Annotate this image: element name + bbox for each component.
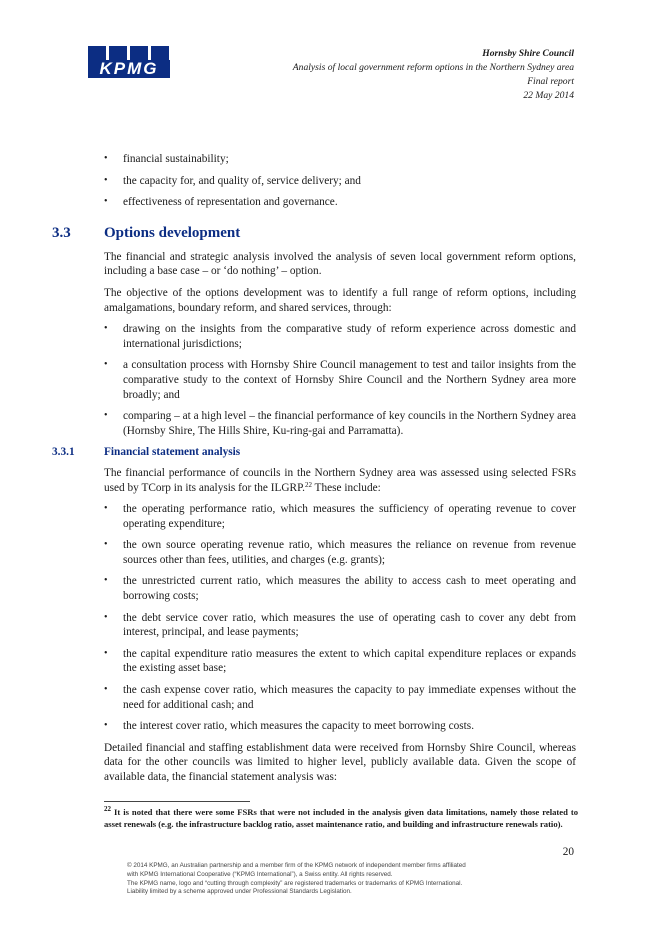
list-item: • the unrestricted current ratio, which measures the ability to access cash to meet operating and borrowing costs; [104, 574, 576, 603]
subsection-paragraph-2: Detailed financial and staffing establishment data were received from Hornsby Shire Council, whereas data for the other councils was limited to higher level, publicly available data. Given the scope of available data, the financial statement analysis was: [104, 741, 576, 783]
list-item: • effectiveness of representation and governance. [104, 195, 576, 210]
subsection-heading [52, 445, 576, 460]
logo-wordmark: KPMG [88, 60, 170, 78]
list-item: • comparing – at a high level – the financial performance of key councils in the Northern Sydney area (Hornsby Shire, The Hills Shire, Ku-ring-gai and Parramatta). [104, 409, 576, 438]
copyright-line-3: The KPMG name, logo and “cutting through complexity” are registered trademarks or trademarks of KPMG International. [127, 879, 463, 887]
section-number: 3.3 [52, 224, 71, 241]
footnote-reference[interactable]: 22 [304, 480, 312, 489]
subsection-paragraph-1: The financial performance of councils in the Northern Sydney area was assessed using selected FSRs used by TCorp in its analysis for the ILGRP.$^{22}$ These include: [104, 466, 576, 494]
ratio-bullet-list [52, 502, 576, 734]
section-paragraph-1: The financial and strategic analysis involved the analysis of seven local government reform options, including a base case – or ‘do nothing’ – option. [104, 250, 576, 278]
list-item: • drawing on the insights from the comparative study of reform experience across domestic and international jurisdictions; [104, 322, 576, 351]
list-item: • the operating performance ratio, which measures the sufficiency of operating revenue to cover operating expenditure; [104, 502, 576, 531]
list-item: • a consultation process with Hornsby Shire Council management to test and tailor insights from the comparative study to the context of Hornsby Shire Council and the Northern Sydney area more broadly; and [104, 358, 576, 402]
section-title: Options development [104, 224, 241, 241]
copyright-line-1: © 2014 KPMG, an Australian partnership and a member firm of the KPMG network of independent member firms affiliated [127, 862, 466, 869]
header-date: 22 May 2014 [523, 90, 574, 101]
list-item: • the cash expense cover ratio, which measures the capacity to pay immediate expenses without the need for additional cash; and [104, 683, 576, 712]
footnote-number: 22 [104, 805, 111, 813]
header-report-title: Analysis of local government reform options in the Northern Sydney area [292, 62, 574, 73]
header-organization: Hornsby Shire Council [482, 48, 574, 59]
kpmg-logo [88, 46, 170, 80]
list-item: • financial sustainability; [104, 152, 576, 167]
header-report-status: Final report [527, 76, 574, 87]
copyright-notice [127, 862, 547, 897]
list-item: • the debt service cover ratio, which measures the use of operating cash to cover any debt from interest, principal, and lease payments; [104, 611, 576, 640]
intro-bullet-list [52, 152, 576, 210]
footnote-text: It is noted that there were some FSRs that were not included in the analysis given data limitations, namely those related to asset renewals (e.g. the infrastructure backlog ratio, asset maintenance ratio, and building and infrastructure renewals ratio). [104, 807, 578, 829]
page-body [52, 152, 576, 792]
list-item: • the interest cover ratio, which measures the capacity to meet borrowing costs. [104, 719, 576, 734]
page-header [293, 47, 574, 103]
section-paragraph-2: The objective of the options development was to identify a full range of reform options, including amalgamations, boundary reform, and shared services, through: [104, 286, 576, 314]
list-item: • the capital expenditure ratio measures the extent to which capital expenditure replaces or expands the existing asset base; [104, 647, 576, 676]
subsection-title: Financial statement analysis [104, 446, 241, 459]
list-item: • the own source operating revenue ratio, which measures the reliance on revenue from revenue sources other than fees, utilities, and charges (e.g. grants); [104, 538, 576, 567]
subsection-number: 3.3.1 [52, 446, 75, 459]
page-number: 20 [562, 846, 574, 858]
section-heading [52, 224, 576, 242]
copyright-line-4: Liability limited by a scheme approved under Professional Standards Legislation. [127, 888, 352, 896]
footnote-divider [104, 801, 250, 802]
list-item: • the capacity for, and quality of, service delivery; and [104, 174, 576, 189]
footnote [104, 806, 578, 830]
section-bullet-list [52, 322, 576, 438]
copyright-line-2: with KPMG International Cooperative (“KPMG International”), a Swiss entity. All rights reserved. [127, 870, 393, 878]
